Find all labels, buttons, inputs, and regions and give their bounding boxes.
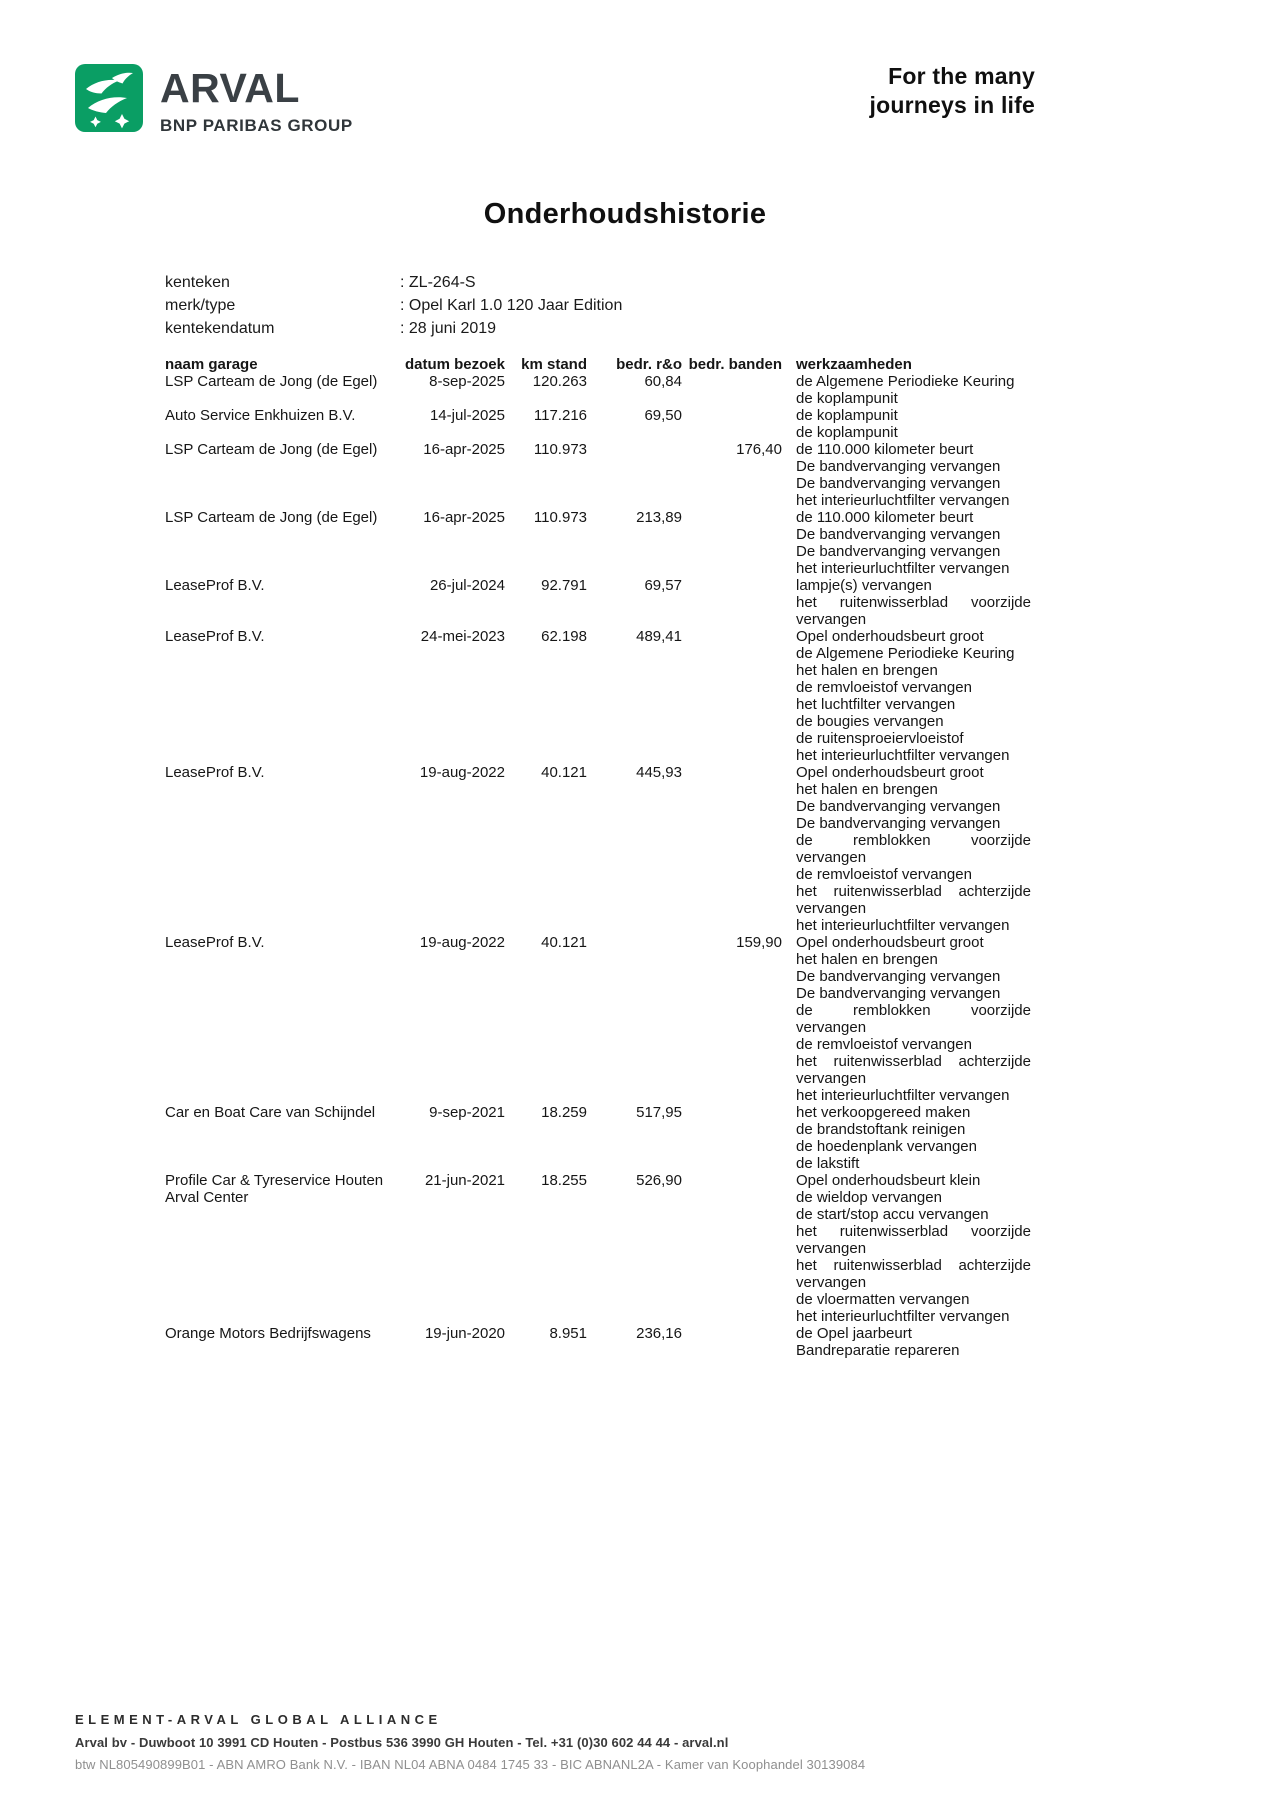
werkzaamheden-line: de remvloeistof vervangen — [796, 679, 972, 696]
werkzaamheden-line: de Algemene Periodieke Keuring — [796, 373, 1015, 390]
werkzaamheden-line: De bandvervanging vervangen — [796, 526, 1001, 543]
werkzaamheden-line: het interieurluchtfilter vervangen — [796, 1087, 1010, 1104]
table-row — [165, 373, 1125, 407]
werkzaamheden-line: de koplampunit — [796, 424, 898, 441]
cell-km: 8.951 — [549, 1325, 587, 1342]
werkzaamheden-line: De bandvervanging vervangen — [796, 968, 1001, 985]
cell-bedr-ro: 69,57 — [644, 577, 682, 594]
table-row — [165, 934, 1125, 1104]
table-row — [165, 407, 1125, 441]
column-header-garage: naam garage — [165, 356, 258, 373]
cell-garage: LSP Carteam de Jong (de Egel) — [165, 373, 378, 390]
vehicle-meta-row — [165, 294, 622, 317]
cell-garage: LeaseProf B.V. — [165, 934, 265, 951]
logo-text — [160, 64, 353, 136]
cell-date: 24-mei-2023 — [420, 628, 505, 645]
cell-garage: Car en Boat Care van Schijndel — [165, 1104, 376, 1121]
cell-werkzaamheden — [796, 764, 1031, 934]
cell-date: 26-jul-2024 — [429, 577, 505, 594]
column-header-werkzaamheden: werkzaamheden — [796, 356, 912, 373]
werkzaamheden-line: het verkoopgereed maken — [796, 1104, 971, 1121]
table-row — [165, 764, 1125, 934]
werkzaamheden-line: het halen en brengen — [796, 662, 938, 679]
cell-garage: Profile Car & Tyreservice Houten Arval Center — [165, 1172, 384, 1206]
table-header-row — [165, 356, 1125, 373]
cell-bedr-ro: 69,50 — [644, 407, 682, 424]
werkzaamheden-line: het ruitenwisserblad voorzijde vervangen — [796, 594, 1031, 628]
cell-date: 8-sep-2025 — [429, 373, 505, 390]
werkzaamheden-line: Opel onderhoudsbeurt groot — [796, 764, 984, 781]
meta-label: merk/type — [165, 297, 236, 314]
cell-werkzaamheden — [796, 628, 1031, 764]
werkzaamheden-line: de Algemene Periodieke Keuring — [796, 645, 1015, 662]
meta-value: : 28 juni 2019 — [400, 320, 497, 337]
table-row — [165, 1172, 1125, 1325]
meta-value: : ZL-264-S — [400, 274, 476, 291]
cell-werkzaamheden — [796, 1104, 1031, 1172]
werkzaamheden-line: Opel onderhoudsbeurt groot — [796, 628, 984, 645]
werkzaamheden-line: het ruitenwisserblad achterzijde vervangen — [796, 1257, 1031, 1291]
werkzaamheden-line: het interieurluchtfilter vervangen — [796, 492, 1010, 509]
cell-bedr-ro: 236,16 — [636, 1325, 682, 1342]
werkzaamheden-line: de koplampunit — [796, 390, 898, 407]
table-row — [165, 509, 1125, 577]
meta-label: kenteken — [165, 274, 230, 291]
footer-legal-text: btw NL805490899B01 - ABN AMRO Bank N.V. - IBAN NL04 ABNA 0484 1745 33 - BIC ABNANL2A - Kamer van Koophandel 30139084 — [75, 1757, 866, 1772]
cell-km: 40.121 — [541, 934, 587, 951]
cell-garage: Orange Motors Bedrijfswagens — [165, 1325, 371, 1342]
logo-group-text: BNP PARIBAS GROUP — [160, 116, 353, 135]
cell-km: 40.121 — [541, 764, 587, 781]
werkzaamheden-line: de 110.000 kilometer beurt — [796, 441, 974, 458]
table-row — [165, 441, 1125, 509]
tagline-line-1: For the many — [888, 63, 1035, 89]
werkzaamheden-line: het ruitenwisserblad achterzijde vervangen — [796, 1053, 1031, 1087]
cell-date: 19-aug-2022 — [419, 764, 505, 781]
cell-km: 117.216 — [533, 407, 587, 424]
werkzaamheden-line: de vloermatten vervangen — [796, 1291, 970, 1308]
cell-werkzaamheden — [796, 1172, 1031, 1325]
cell-km: 62.198 — [541, 628, 587, 645]
werkzaamheden-line: de remvloeistof vervangen — [796, 1036, 972, 1053]
werkzaamheden-line: het halen en brengen — [796, 951, 938, 968]
werkzaamheden-line: De bandvervanging vervangen — [796, 475, 1001, 492]
vehicle-meta — [165, 271, 622, 340]
werkzaamheden-line: het interieurluchtfilter vervangen — [796, 747, 1010, 764]
cell-date: 16-apr-2025 — [423, 441, 505, 458]
cell-km: 92.791 — [541, 577, 587, 594]
werkzaamheden-line: de Opel jaarbeurt — [796, 1325, 912, 1342]
cell-werkzaamheden — [796, 441, 1031, 509]
cell-km: 110.973 — [533, 441, 587, 458]
cell-km: 18.255 — [541, 1172, 587, 1189]
werkzaamheden-line: de wieldop vervangen — [796, 1189, 942, 1206]
brand-header — [75, 64, 353, 136]
cell-garage: LeaseProf B.V. — [165, 577, 265, 594]
werkzaamheden-line: De bandvervanging vervangen — [796, 815, 1001, 832]
werkzaamheden-line: lampje(s) vervangen — [796, 577, 932, 594]
cell-bedr-banden: 176,40 — [736, 441, 782, 458]
maintenance-history-table — [165, 356, 1125, 1359]
werkzaamheden-line: de start/stop accu vervangen — [796, 1206, 989, 1223]
document-title: Onderhoudshistorie — [483, 198, 767, 230]
cell-date: 19-aug-2022 — [419, 934, 505, 951]
werkzaamheden-line: de ruitensproeiervloeistof — [796, 730, 964, 747]
cell-werkzaamheden — [796, 577, 1031, 628]
column-header-bedr-ro: bedr. r&o — [616, 356, 682, 373]
column-header-date: datum bezoek — [404, 356, 505, 373]
werkzaamheden-line: het interieurluchtfilter vervangen — [796, 560, 1010, 577]
werkzaamheden-line: de 110.000 kilometer beurt — [796, 509, 974, 526]
werkzaamheden-line: het halen en brengen — [796, 781, 938, 798]
table-row — [165, 577, 1125, 628]
meta-value: : Opel Karl 1.0 120 Jaar Edition — [400, 297, 623, 314]
cell-garage: LeaseProf B.V. — [165, 764, 265, 781]
werkzaamheden-line: het interieurluchtfilter vervangen — [796, 1308, 1010, 1325]
meta-label: kentekendatum — [165, 320, 275, 337]
cell-werkzaamheden — [796, 509, 1031, 577]
cell-bedr-banden: 159,90 — [736, 934, 782, 951]
footer-alliance-text: ELEMENT-ARVAL GLOBAL ALLIANCE — [75, 1712, 442, 1727]
cell-werkzaamheden — [796, 1325, 1031, 1359]
werkzaamheden-line: De bandvervanging vervangen — [796, 543, 1001, 560]
page-footer — [75, 1712, 1205, 1772]
cell-date: 16-apr-2025 — [423, 509, 505, 526]
werkzaamheden-line: het ruitenwisserblad voorzijde vervangen — [796, 1223, 1031, 1257]
cell-werkzaamheden — [796, 934, 1031, 1104]
cell-km: 18.259 — [541, 1104, 587, 1121]
table-row — [165, 1325, 1125, 1359]
werkzaamheden-line: de remblokken voorzijde vervangen — [796, 832, 1031, 866]
cell-date: 14-jul-2025 — [429, 407, 505, 424]
werkzaamheden-line: Opel onderhoudsbeurt klein — [796, 1172, 981, 1189]
cell-werkzaamheden — [796, 407, 1031, 441]
werkzaamheden-line: de koplampunit — [796, 407, 898, 424]
werkzaamheden-line: de brandstoftank reinigen — [796, 1121, 966, 1138]
cell-bedr-ro: 517,95 — [636, 1104, 682, 1121]
cell-werkzaamheden — [796, 373, 1031, 407]
table-row — [165, 628, 1125, 764]
werkzaamheden-line: De bandvervanging vervangen — [796, 798, 1001, 815]
werkzaamheden-line: Opel onderhoudsbeurt groot — [796, 934, 984, 951]
table-row — [165, 1104, 1125, 1172]
cell-garage: Auto Service Enkhuizen B.V. — [165, 407, 356, 424]
cell-bedr-ro: 526,90 — [636, 1172, 682, 1189]
cell-bedr-ro: 489,41 — [636, 628, 682, 645]
vehicle-meta-row — [165, 317, 622, 340]
brand-tagline — [869, 62, 1035, 120]
vehicle-meta-row — [165, 271, 622, 294]
bnp-paribas-emblem-icon — [75, 64, 143, 132]
footer-address-text: Arval bv - Duwboot 10 3991 CD Houten - Postbus 536 3990 GH Houten - Tel. +31 (0)30 602 44 44 - arval.nl — [75, 1735, 729, 1750]
column-header-km: km stand — [521, 356, 587, 373]
werkzaamheden-line: De bandvervanging vervangen — [796, 458, 1001, 475]
column-header-bedr-banden: bedr. banden — [688, 356, 782, 373]
cell-bedr-ro: 60,84 — [644, 373, 682, 390]
cell-garage: LSP Carteam de Jong (de Egel) — [165, 509, 378, 526]
werkzaamheden-line: de bougies vervangen — [796, 713, 944, 730]
cell-bedr-ro: 213,89 — [636, 509, 682, 526]
cell-km: 120.263 — [532, 373, 587, 390]
cell-date: 19-jun-2020 — [424, 1325, 505, 1342]
cell-date: 9-sep-2021 — [429, 1104, 505, 1121]
werkzaamheden-line: de lakstift — [796, 1155, 860, 1172]
cell-garage: LSP Carteam de Jong (de Egel) — [165, 441, 378, 458]
werkzaamheden-line: Bandreparatie repareren — [796, 1342, 960, 1359]
werkzaamheden-line: de remvloeistof vervangen — [796, 866, 972, 883]
cell-date: 21-jun-2021 — [424, 1172, 505, 1189]
cell-bedr-ro: 445,93 — [636, 764, 682, 781]
cell-km: 110.973 — [533, 509, 587, 526]
werkzaamheden-line: het interieurluchtfilter vervangen — [796, 917, 1010, 934]
werkzaamheden-line: De bandvervanging vervangen — [796, 985, 1001, 1002]
werkzaamheden-line: de hoedenplank vervangen — [796, 1138, 977, 1155]
werkzaamheden-line: het ruitenwisserblad achterzijde vervangen — [796, 883, 1031, 917]
tagline-line-2: journeys in life — [869, 92, 1035, 118]
logo-wordmark: ARVAL — [160, 65, 300, 111]
werkzaamheden-line: het luchtfilter vervangen — [796, 696, 956, 713]
werkzaamheden-line: de remblokken voorzijde vervangen — [796, 1002, 1031, 1036]
cell-garage: LeaseProf B.V. — [165, 628, 265, 645]
